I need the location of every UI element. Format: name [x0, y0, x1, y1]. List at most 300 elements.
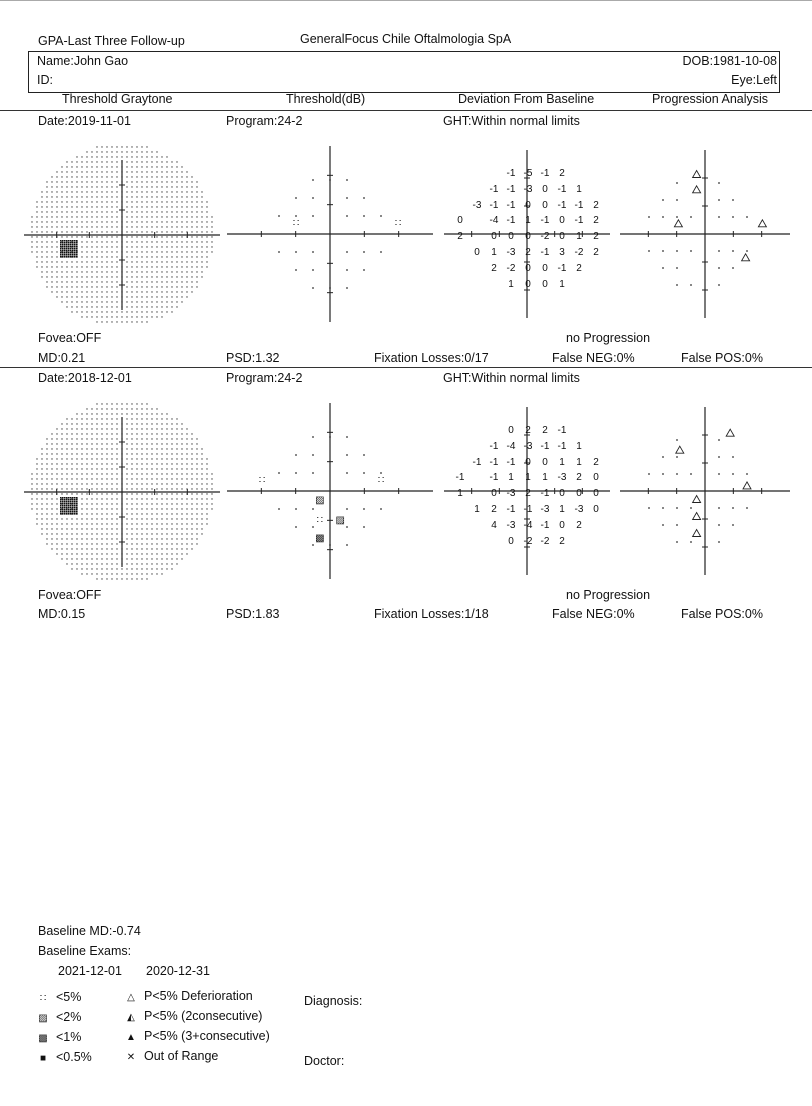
graytone-dot	[106, 518, 107, 519]
graytone-dot	[71, 468, 72, 469]
graytone-dot	[181, 236, 182, 237]
graytone-dot	[166, 246, 167, 247]
threshold-point	[295, 251, 297, 253]
graytone-dot	[36, 256, 37, 257]
graytone-dot	[66, 523, 67, 524]
graytone-dot	[166, 558, 167, 559]
progression-point	[718, 216, 720, 218]
graytone-dot	[86, 291, 87, 292]
graytone-dot	[121, 568, 122, 569]
graytone-dot	[51, 548, 52, 549]
deviation-value: 2	[525, 425, 531, 436]
graytone-dot	[151, 166, 152, 167]
graytone-dot	[96, 553, 97, 554]
graytone-dot	[101, 408, 102, 409]
graytone-defect-dot	[74, 505, 76, 507]
graytone-dot	[131, 528, 132, 529]
exam2-fixation-losses: Fixation Losses:1/18	[374, 607, 489, 621]
graytone-dot	[116, 246, 117, 247]
graytone-dot	[196, 286, 197, 287]
progression-point	[690, 216, 692, 218]
progression-point	[648, 507, 650, 509]
graytone-dot	[151, 246, 152, 247]
graytone-dot	[106, 211, 107, 212]
graytone-dot	[171, 186, 172, 187]
deviation-value: -3	[557, 472, 567, 483]
graytone-dot	[46, 271, 47, 272]
graytone-dot	[191, 493, 192, 494]
graytone-dot	[161, 231, 162, 232]
graytone-dot	[111, 483, 112, 484]
graytone-dot	[126, 548, 127, 549]
graytone-dot	[41, 483, 42, 484]
graytone-defect-dot	[72, 240, 74, 242]
graytone-dot	[141, 206, 142, 207]
graytone-dot	[176, 483, 177, 484]
graytone-dot	[176, 428, 177, 429]
graytone-dot	[106, 216, 107, 217]
graytone-dot	[31, 241, 32, 242]
graytone-dot	[51, 181, 52, 182]
graytone-dot	[66, 226, 67, 227]
deterioration-triangle-icon	[742, 254, 750, 261]
graytone-dot	[41, 503, 42, 504]
graytone-dot	[161, 518, 162, 519]
graytone-dot	[81, 473, 82, 474]
graytone-dot	[141, 523, 142, 524]
exam2-deviation-plot	[444, 405, 614, 585]
graytone-dot	[116, 453, 117, 454]
deviation-value: -1	[472, 457, 482, 468]
graytone-dot	[96, 428, 97, 429]
graytone-dot	[166, 206, 167, 207]
graytone-dot	[156, 281, 157, 282]
graytone-dot	[86, 423, 87, 424]
graytone-dot	[91, 226, 92, 227]
graytone-dot	[176, 508, 177, 509]
graytone-dot	[126, 236, 127, 237]
graytone-dot	[186, 543, 187, 544]
exam-divider	[0, 367, 812, 368]
graytone-dot	[151, 513, 152, 514]
graytone-dot	[76, 286, 77, 287]
graytone-dot	[106, 256, 107, 257]
graytone-dot	[161, 453, 162, 454]
progression-point	[732, 507, 734, 509]
graytone-dot	[91, 548, 92, 549]
graytone-dot	[186, 443, 187, 444]
graytone-dot	[131, 316, 132, 317]
baseline-exams-label: Baseline Exams:	[38, 944, 132, 958]
graytone-dot	[56, 291, 57, 292]
graytone-dot	[141, 231, 142, 232]
graytone-dot	[91, 216, 92, 217]
graytone-dot	[96, 316, 97, 317]
graytone-dot	[71, 463, 72, 464]
graytone-dot	[146, 181, 147, 182]
graytone-dot	[211, 226, 212, 227]
graytone-dot	[171, 226, 172, 227]
graytone-defect-dot	[72, 254, 74, 256]
graytone-dot	[81, 573, 82, 574]
graytone-dot	[136, 276, 137, 277]
graytone-dot	[91, 448, 92, 449]
graytone-dot	[136, 538, 137, 539]
graytone-dot	[61, 423, 62, 424]
exam1-psd: PSD:1.32	[226, 351, 280, 365]
deviation-value: 2	[593, 457, 599, 468]
threshold-point	[312, 215, 314, 217]
graytone-dot	[91, 533, 92, 534]
threshold-point	[329, 544, 331, 546]
graytone-dot	[161, 226, 162, 227]
graytone-dot	[111, 316, 112, 317]
graytone-dot	[186, 266, 187, 267]
graytone-defect-dot	[70, 242, 72, 244]
graytone-dot	[196, 216, 197, 217]
graytone-dot	[131, 226, 132, 227]
graytone-defect-dot	[66, 254, 68, 256]
graytone-dot	[141, 463, 142, 464]
graytone-dot	[46, 181, 47, 182]
graytone-dot	[91, 538, 92, 539]
graytone-dot	[176, 246, 177, 247]
graytone-dot	[146, 503, 147, 504]
graytone-dot	[166, 508, 167, 509]
graytone-dot	[116, 493, 117, 494]
graytone-dot	[151, 413, 152, 414]
graytone-dot	[101, 171, 102, 172]
graytone-dot	[96, 171, 97, 172]
graytone-dot	[101, 503, 102, 504]
graytone-dot	[151, 271, 152, 272]
graytone-dot	[126, 301, 127, 302]
graytone-dot	[146, 266, 147, 267]
graytone-dot	[181, 453, 182, 454]
graytone-dot	[136, 236, 137, 237]
graytone-defect-dot	[76, 240, 78, 242]
graytone-dot	[156, 151, 157, 152]
graytone-dot	[81, 211, 82, 212]
graytone-dot	[186, 226, 187, 227]
graytone-dot	[66, 271, 67, 272]
graytone-dot	[181, 261, 182, 262]
graytone-dot	[111, 271, 112, 272]
graytone-dot	[86, 428, 87, 429]
graytone-dot	[176, 478, 177, 479]
graytone-dot	[126, 311, 127, 312]
graytone-dot	[141, 151, 142, 152]
graytone-dot	[161, 558, 162, 559]
graytone-dot	[41, 276, 42, 277]
graytone-dot	[126, 211, 127, 212]
graytone-dot	[171, 538, 172, 539]
deviation-value: 0	[542, 263, 548, 274]
exam1-fovea: Fovea:OFF	[38, 331, 102, 345]
threshold-point	[346, 526, 348, 528]
graytone-dot	[56, 463, 57, 464]
graytone-dot	[181, 276, 182, 277]
graytone-dot	[121, 156, 122, 157]
graytone-dot	[141, 558, 142, 559]
graytone-dot	[76, 226, 77, 227]
graytone-dot	[121, 311, 122, 312]
graytone-defect-dot	[72, 244, 74, 246]
graytone-dot	[141, 281, 142, 282]
graytone-dot	[176, 276, 177, 277]
graytone-dot	[126, 226, 127, 227]
graytone-dot	[56, 468, 57, 469]
graytone-dot	[111, 528, 112, 529]
graytone-dot	[176, 553, 177, 554]
graytone-dot	[171, 503, 172, 504]
graytone-dot	[166, 301, 167, 302]
graytone-dot	[141, 256, 142, 257]
graytone-dot	[116, 316, 117, 317]
graytone-dot	[106, 271, 107, 272]
graytone-dot	[141, 216, 142, 217]
graytone-dot	[76, 468, 77, 469]
graytone-dot	[196, 448, 197, 449]
graytone-dot	[161, 548, 162, 549]
graytone-dot	[191, 281, 192, 282]
graytone-defect-dot	[60, 250, 62, 252]
deviation-value: -4	[489, 215, 499, 226]
graytone-defect-dot	[70, 254, 72, 256]
graytone-dot	[141, 548, 142, 549]
graytone-dot	[116, 518, 117, 519]
graytone-dot	[156, 498, 157, 499]
graytone-dot	[201, 241, 202, 242]
graytone-dot	[111, 291, 112, 292]
graytone-dot	[141, 221, 142, 222]
graytone-dot	[161, 181, 162, 182]
graytone-dot	[126, 478, 127, 479]
graytone-dot	[111, 493, 112, 494]
graytone-dot	[181, 483, 182, 484]
graytone-dot	[171, 161, 172, 162]
graytone-dot	[46, 286, 47, 287]
graytone-defect-dot	[72, 501, 74, 503]
graytone-dot	[126, 191, 127, 192]
graytone-dot	[176, 493, 177, 494]
graytone-defect-dot	[76, 513, 78, 515]
deviation-value: -3	[523, 184, 533, 195]
graytone-defect-dot	[70, 250, 72, 252]
graytone-dot	[106, 533, 107, 534]
graytone-dot	[101, 261, 102, 262]
graytone-dot	[171, 483, 172, 484]
graytone-dot	[41, 211, 42, 212]
exam1-program: Program:24-2	[226, 114, 303, 128]
graytone-dot	[146, 256, 147, 257]
graytone-dot	[176, 281, 177, 282]
graytone-dot	[181, 206, 182, 207]
deviation-value: 2	[559, 536, 565, 547]
graytone-dot	[191, 256, 192, 257]
graytone-dot	[176, 418, 177, 419]
graytone-dot	[166, 296, 167, 297]
graytone-dot	[146, 558, 147, 559]
graytone-dot	[76, 186, 77, 187]
graytone-dot	[106, 488, 107, 489]
graytone-defect-dot	[72, 499, 74, 501]
graytone-dot	[96, 438, 97, 439]
graytone-dot	[196, 221, 197, 222]
progression-point	[732, 216, 734, 218]
graytone-dot	[141, 266, 142, 267]
graytone-dot	[191, 221, 192, 222]
deviation-value: -1	[540, 520, 550, 531]
graytone-dot	[146, 478, 147, 479]
graytone-dot	[71, 166, 72, 167]
graytone-dot	[106, 246, 107, 247]
deviation-value: 0	[542, 279, 548, 290]
graytone-dot	[51, 271, 52, 272]
graytone-defect-dot	[62, 511, 64, 513]
graytone-dot	[106, 433, 107, 434]
graytone-dot	[96, 518, 97, 519]
graytone-dot	[116, 473, 117, 474]
graytone-dot	[61, 458, 62, 459]
graytone-dot	[156, 316, 157, 317]
graytone-dot	[136, 211, 137, 212]
graytone-defect-dot	[76, 507, 78, 509]
graytone-dot	[131, 513, 132, 514]
graytone-dot	[186, 483, 187, 484]
graytone-dot	[146, 246, 147, 247]
graytone-dot	[181, 266, 182, 267]
graytone-dot	[176, 448, 177, 449]
graytone-dot	[156, 231, 157, 232]
graytone-dot	[196, 453, 197, 454]
graytone-dot	[116, 423, 117, 424]
graytone-dot	[111, 171, 112, 172]
graytone-dot	[86, 453, 87, 454]
graytone-dot	[156, 463, 157, 464]
graytone-dot	[86, 231, 87, 232]
graytone-dot	[141, 448, 142, 449]
graytone-dot	[116, 296, 117, 297]
graytone-dot	[201, 231, 202, 232]
graytone-dot	[51, 508, 52, 509]
graytone-dot	[51, 206, 52, 207]
graytone-dot	[41, 478, 42, 479]
exam1-fixation-losses: Fixation Losses:0/17	[374, 351, 489, 365]
graytone-dot	[171, 473, 172, 474]
progression-point	[718, 507, 720, 509]
exam1-ght: GHT:Within normal limits	[443, 114, 580, 128]
graytone-dot	[86, 301, 87, 302]
graytone-defect-dot	[68, 240, 70, 242]
graytone-dot	[196, 271, 197, 272]
graytone-dot	[116, 286, 117, 287]
graytone-dot	[81, 301, 82, 302]
graytone-dot	[56, 483, 57, 484]
graytone-dot	[96, 271, 97, 272]
threshold-p-symbol: ▩	[315, 532, 325, 544]
graytone-dot	[196, 181, 197, 182]
graytone-defect-dot	[74, 513, 76, 515]
graytone-dot	[96, 578, 97, 579]
graytone-dot	[76, 216, 77, 217]
graytone-dot	[76, 196, 77, 197]
graytone-dot	[136, 151, 137, 152]
graytone-dot	[41, 196, 42, 197]
graytone-dot	[141, 403, 142, 404]
graytone-defect-dot	[66, 252, 68, 254]
graytone-dot	[86, 191, 87, 192]
graytone-dot	[186, 448, 187, 449]
graytone-dot	[161, 553, 162, 554]
deterioration-triangle-icon	[693, 530, 701, 537]
graytone-dot	[56, 201, 57, 202]
graytone-dot	[161, 573, 162, 574]
graytone-dot	[111, 448, 112, 449]
graytone-dot	[116, 151, 117, 152]
deviation-value: 1	[542, 472, 548, 483]
graytone-dot	[156, 478, 157, 479]
graytone-defect-dot	[76, 503, 78, 505]
threshold-point	[380, 472, 382, 474]
graytone-dot	[116, 291, 117, 292]
graytone-dot	[116, 311, 117, 312]
graytone-dot	[176, 166, 177, 167]
graytone-dot	[116, 408, 117, 409]
graytone-dot	[36, 221, 37, 222]
graytone-dot	[131, 216, 132, 217]
graytone-dot	[171, 493, 172, 494]
graytone-dot	[36, 206, 37, 207]
graytone-dot	[56, 181, 57, 182]
graytone-dot	[206, 468, 207, 469]
graytone-dot	[31, 216, 32, 217]
graytone-dot	[71, 171, 72, 172]
graytone-dot	[126, 563, 127, 564]
graytone-dot	[151, 408, 152, 409]
graytone-dot	[151, 191, 152, 192]
threshold-point	[295, 472, 297, 474]
graytone-dot	[136, 176, 137, 177]
graytone-dot	[201, 271, 202, 272]
graytone-dot	[51, 191, 52, 192]
graytone-dot	[166, 186, 167, 187]
graytone-dot	[61, 196, 62, 197]
graytone-dot	[151, 543, 152, 544]
graytone-dot	[116, 483, 117, 484]
graytone-defect-dot	[64, 501, 66, 503]
graytone-dot	[166, 196, 167, 197]
graytone-dot	[86, 533, 87, 534]
deviation-value: 0	[542, 457, 548, 468]
graytone-dot	[136, 528, 137, 529]
graytone-dot	[141, 563, 142, 564]
graytone-dot	[191, 483, 192, 484]
graytone-dot	[91, 468, 92, 469]
graytone-dot	[116, 176, 117, 177]
progression-point	[718, 182, 720, 184]
graytone-dot	[186, 191, 187, 192]
graytone-dot	[131, 493, 132, 494]
graytone-dot	[206, 236, 207, 237]
graytone-dot	[31, 246, 32, 247]
progression-point	[732, 267, 734, 269]
graytone-defect-dot	[64, 252, 66, 254]
graytone-dot	[31, 508, 32, 509]
graytone-dot	[56, 266, 57, 267]
graytone-dot	[111, 553, 112, 554]
graytone-dot	[96, 413, 97, 414]
